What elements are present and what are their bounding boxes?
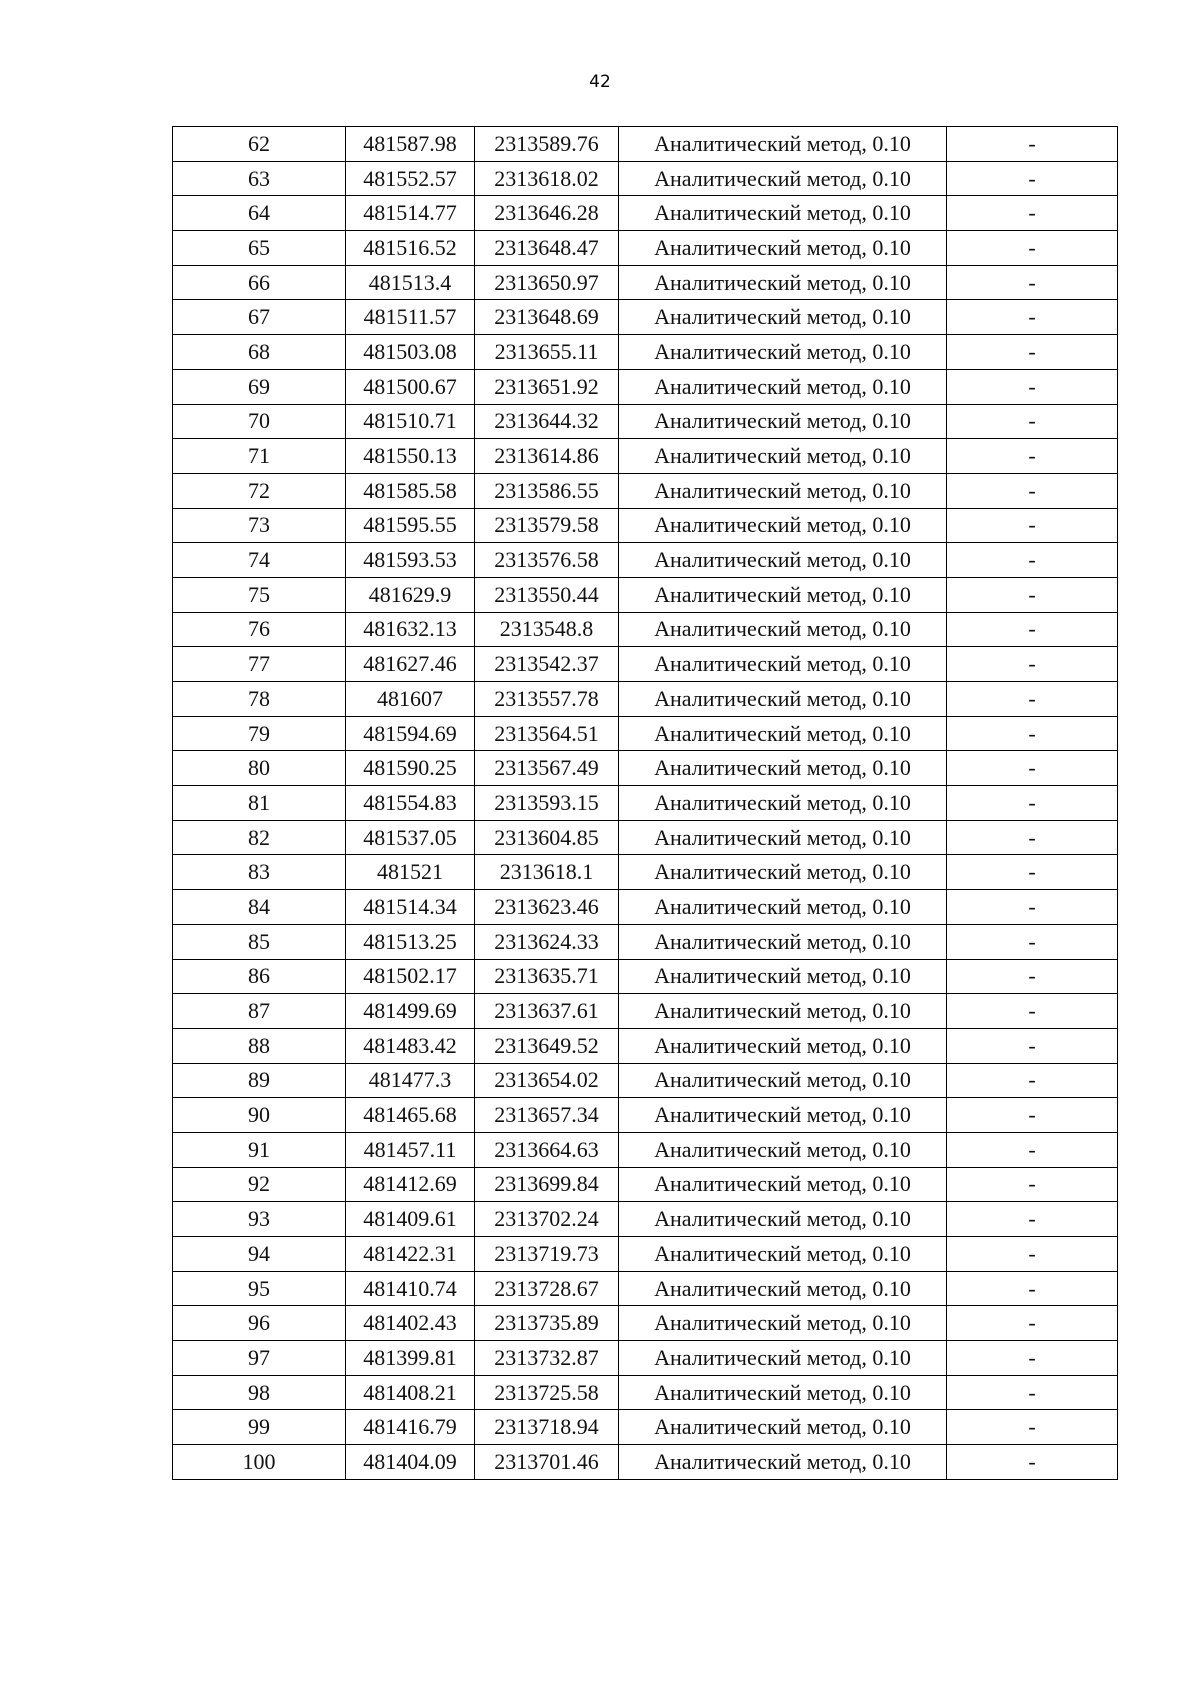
note-cell: - xyxy=(947,1202,1118,1237)
method-cell: Аналитический метод, 0.10 xyxy=(619,1271,947,1306)
point-number-cell: 76 xyxy=(173,612,346,647)
point-number-cell: 93 xyxy=(173,1202,346,1237)
y-coordinate-cell: 2313725.58 xyxy=(475,1375,619,1410)
note-cell: - xyxy=(947,1063,1118,1098)
table-row xyxy=(173,231,1118,266)
y-coordinate-cell: 2313701.46 xyxy=(475,1445,619,1480)
y-coordinate-cell: 2313651.92 xyxy=(475,369,619,404)
method-cell: Аналитический метод, 0.10 xyxy=(619,543,947,578)
method-cell: Аналитический метод, 0.10 xyxy=(619,1237,947,1272)
table-row xyxy=(173,300,1118,335)
coordinates-table xyxy=(172,126,1118,1480)
point-number-cell: 83 xyxy=(173,855,346,890)
x-coordinate-cell: 481595.55 xyxy=(346,508,475,543)
x-coordinate-cell: 481554.83 xyxy=(346,786,475,821)
method-cell: Аналитический метод, 0.10 xyxy=(619,265,947,300)
note-cell: - xyxy=(947,196,1118,231)
table-row xyxy=(173,1098,1118,1133)
method-cell: Аналитический метод, 0.10 xyxy=(619,1306,947,1341)
y-coordinate-cell: 2313604.85 xyxy=(475,820,619,855)
method-cell: Аналитический метод, 0.10 xyxy=(619,820,947,855)
note-cell: - xyxy=(947,716,1118,751)
method-cell: Аналитический метод, 0.10 xyxy=(619,196,947,231)
note-cell: - xyxy=(947,439,1118,474)
method-cell: Аналитический метод, 0.10 xyxy=(619,1445,947,1480)
x-coordinate-cell: 481416.79 xyxy=(346,1410,475,1445)
method-cell: Аналитический метод, 0.10 xyxy=(619,1410,947,1445)
y-coordinate-cell: 2313624.33 xyxy=(475,924,619,959)
note-cell: - xyxy=(947,508,1118,543)
point-number-cell: 77 xyxy=(173,647,346,682)
x-coordinate-cell: 481422.31 xyxy=(346,1237,475,1272)
note-cell: - xyxy=(947,1098,1118,1133)
y-coordinate-cell: 2313728.67 xyxy=(475,1271,619,1306)
y-coordinate-cell: 2313576.58 xyxy=(475,543,619,578)
method-cell: Аналитический метод, 0.10 xyxy=(619,335,947,370)
point-number-cell: 74 xyxy=(173,543,346,578)
note-cell: - xyxy=(947,786,1118,821)
y-coordinate-cell: 2313567.49 xyxy=(475,751,619,786)
y-coordinate-cell: 2313564.51 xyxy=(475,716,619,751)
y-coordinate-cell: 2313702.24 xyxy=(475,1202,619,1237)
table-row xyxy=(173,404,1118,439)
point-number-cell: 96 xyxy=(173,1306,346,1341)
table-row xyxy=(173,1445,1118,1480)
point-number-cell: 85 xyxy=(173,924,346,959)
table-row xyxy=(173,543,1118,578)
y-coordinate-cell: 2313623.46 xyxy=(475,890,619,925)
method-cell: Аналитический метод, 0.10 xyxy=(619,751,947,786)
y-coordinate-cell: 2313657.34 xyxy=(475,1098,619,1133)
table-row xyxy=(173,196,1118,231)
point-number-cell: 65 xyxy=(173,231,346,266)
table-row xyxy=(173,577,1118,612)
table-row xyxy=(173,1271,1118,1306)
point-number-cell: 84 xyxy=(173,890,346,925)
note-cell: - xyxy=(947,161,1118,196)
x-coordinate-cell: 481514.34 xyxy=(346,890,475,925)
y-coordinate-cell: 2313614.86 xyxy=(475,439,619,474)
point-number-cell: 89 xyxy=(173,1063,346,1098)
method-cell: Аналитический метод, 0.10 xyxy=(619,1098,947,1133)
point-number-cell: 80 xyxy=(173,751,346,786)
note-cell: - xyxy=(947,855,1118,890)
point-number-cell: 88 xyxy=(173,1028,346,1063)
note-cell: - xyxy=(947,231,1118,266)
table-row xyxy=(173,924,1118,959)
y-coordinate-cell: 2313542.37 xyxy=(475,647,619,682)
x-coordinate-cell: 481552.57 xyxy=(346,161,475,196)
table-row xyxy=(173,1410,1118,1445)
y-coordinate-cell: 2313718.94 xyxy=(475,1410,619,1445)
method-cell: Аналитический метод, 0.10 xyxy=(619,716,947,751)
note-cell: - xyxy=(947,751,1118,786)
y-coordinate-cell: 2313646.28 xyxy=(475,196,619,231)
point-number-cell: 71 xyxy=(173,439,346,474)
x-coordinate-cell: 481513.4 xyxy=(346,265,475,300)
point-number-cell: 94 xyxy=(173,1237,346,1272)
method-cell: Аналитический метод, 0.10 xyxy=(619,1202,947,1237)
x-coordinate-cell: 481516.52 xyxy=(346,231,475,266)
note-cell: - xyxy=(947,647,1118,682)
x-coordinate-cell: 481503.08 xyxy=(346,335,475,370)
note-cell: - xyxy=(947,265,1118,300)
table-row xyxy=(173,647,1118,682)
point-number-cell: 97 xyxy=(173,1341,346,1376)
point-number-cell: 73 xyxy=(173,508,346,543)
x-coordinate-cell: 481410.74 xyxy=(346,1271,475,1306)
y-coordinate-cell: 2313593.15 xyxy=(475,786,619,821)
note-cell: - xyxy=(947,1271,1118,1306)
method-cell: Аналитический метод, 0.10 xyxy=(619,439,947,474)
method-cell: Аналитический метод, 0.10 xyxy=(619,161,947,196)
table-row xyxy=(173,1306,1118,1341)
note-cell: - xyxy=(947,404,1118,439)
table-row xyxy=(173,855,1118,890)
method-cell: Аналитический метод, 0.10 xyxy=(619,577,947,612)
y-coordinate-cell: 2313618.1 xyxy=(475,855,619,890)
note-cell: - xyxy=(947,543,1118,578)
table-row xyxy=(173,1341,1118,1376)
point-number-cell: 95 xyxy=(173,1271,346,1306)
y-coordinate-cell: 2313719.73 xyxy=(475,1237,619,1272)
table-row xyxy=(173,612,1118,647)
x-coordinate-cell: 481594.69 xyxy=(346,716,475,751)
method-cell: Аналитический метод, 0.10 xyxy=(619,994,947,1029)
method-cell: Аналитический метод, 0.10 xyxy=(619,647,947,682)
note-cell: - xyxy=(947,335,1118,370)
y-coordinate-cell: 2313548.8 xyxy=(475,612,619,647)
table-row xyxy=(173,786,1118,821)
method-cell: Аналитический метод, 0.10 xyxy=(619,1132,947,1167)
table-row xyxy=(173,1167,1118,1202)
y-coordinate-cell: 2313550.44 xyxy=(475,577,619,612)
x-coordinate-cell: 481627.46 xyxy=(346,647,475,682)
point-number-cell: 66 xyxy=(173,265,346,300)
x-coordinate-cell: 481465.68 xyxy=(346,1098,475,1133)
method-cell: Аналитический метод, 0.10 xyxy=(619,924,947,959)
x-coordinate-cell: 481537.05 xyxy=(346,820,475,855)
table-row xyxy=(173,1063,1118,1098)
y-coordinate-cell: 2313644.32 xyxy=(475,404,619,439)
method-cell: Аналитический метод, 0.10 xyxy=(619,959,947,994)
y-coordinate-cell: 2313557.78 xyxy=(475,682,619,717)
table-row xyxy=(173,1132,1118,1167)
x-coordinate-cell: 481511.57 xyxy=(346,300,475,335)
method-cell: Аналитический метод, 0.10 xyxy=(619,127,947,162)
method-cell: Аналитический метод, 0.10 xyxy=(619,1375,947,1410)
y-coordinate-cell: 2313579.58 xyxy=(475,508,619,543)
method-cell: Аналитический метод, 0.10 xyxy=(619,786,947,821)
table-row xyxy=(173,994,1118,1029)
method-cell: Аналитический метод, 0.10 xyxy=(619,300,947,335)
x-coordinate-cell: 481514.77 xyxy=(346,196,475,231)
table-row xyxy=(173,959,1118,994)
note-cell: - xyxy=(947,682,1118,717)
method-cell: Аналитический метод, 0.10 xyxy=(619,855,947,890)
x-coordinate-cell: 481550.13 xyxy=(346,439,475,474)
method-cell: Аналитический метод, 0.10 xyxy=(619,231,947,266)
coordinates-table-body xyxy=(173,127,1118,1480)
method-cell: Аналитический метод, 0.10 xyxy=(619,369,947,404)
table-row xyxy=(173,890,1118,925)
note-cell: - xyxy=(947,369,1118,404)
point-number-cell: 87 xyxy=(173,994,346,1029)
note-cell: - xyxy=(947,1375,1118,1410)
y-coordinate-cell: 2313664.63 xyxy=(475,1132,619,1167)
method-cell: Аналитический метод, 0.10 xyxy=(619,1167,947,1202)
y-coordinate-cell: 2313618.02 xyxy=(475,161,619,196)
note-cell: - xyxy=(947,473,1118,508)
x-coordinate-cell: 481607 xyxy=(346,682,475,717)
method-cell: Аналитический метод, 0.10 xyxy=(619,1028,947,1063)
point-number-cell: 91 xyxy=(173,1132,346,1167)
y-coordinate-cell: 2313637.61 xyxy=(475,994,619,1029)
x-coordinate-cell: 481409.61 xyxy=(346,1202,475,1237)
point-number-cell: 78 xyxy=(173,682,346,717)
y-coordinate-cell: 2313654.02 xyxy=(475,1063,619,1098)
point-number-cell: 99 xyxy=(173,1410,346,1445)
point-number-cell: 62 xyxy=(173,127,346,162)
table-row xyxy=(173,716,1118,751)
table-row xyxy=(173,508,1118,543)
table-row xyxy=(173,1028,1118,1063)
x-coordinate-cell: 481399.81 xyxy=(346,1341,475,1376)
x-coordinate-cell: 481402.43 xyxy=(346,1306,475,1341)
table-row xyxy=(173,369,1118,404)
y-coordinate-cell: 2313699.84 xyxy=(475,1167,619,1202)
method-cell: Аналитический метод, 0.10 xyxy=(619,682,947,717)
point-number-cell: 63 xyxy=(173,161,346,196)
x-coordinate-cell: 481404.09 xyxy=(346,1445,475,1480)
point-number-cell: 68 xyxy=(173,335,346,370)
note-cell: - xyxy=(947,1341,1118,1376)
y-coordinate-cell: 2313650.97 xyxy=(475,265,619,300)
x-coordinate-cell: 481513.25 xyxy=(346,924,475,959)
note-cell: - xyxy=(947,1028,1118,1063)
method-cell: Аналитический метод, 0.10 xyxy=(619,1341,947,1376)
x-coordinate-cell: 481510.71 xyxy=(346,404,475,439)
table-row xyxy=(173,751,1118,786)
table-row xyxy=(173,473,1118,508)
method-cell: Аналитический метод, 0.10 xyxy=(619,1063,947,1098)
note-cell: - xyxy=(947,127,1118,162)
table-row xyxy=(173,161,1118,196)
y-coordinate-cell: 2313735.89 xyxy=(475,1306,619,1341)
x-coordinate-cell: 481502.17 xyxy=(346,959,475,994)
table-row xyxy=(173,820,1118,855)
point-number-cell: 64 xyxy=(173,196,346,231)
point-number-cell: 82 xyxy=(173,820,346,855)
note-cell: - xyxy=(947,1237,1118,1272)
note-cell: - xyxy=(947,890,1118,925)
point-number-cell: 100 xyxy=(173,1445,346,1480)
y-coordinate-cell: 2313635.71 xyxy=(475,959,619,994)
note-cell: - xyxy=(947,1167,1118,1202)
table-row xyxy=(173,335,1118,370)
note-cell: - xyxy=(947,577,1118,612)
point-number-cell: 98 xyxy=(173,1375,346,1410)
note-cell: - xyxy=(947,924,1118,959)
note-cell: - xyxy=(947,300,1118,335)
x-coordinate-cell: 481590.25 xyxy=(346,751,475,786)
table-row xyxy=(173,127,1118,162)
x-coordinate-cell: 481521 xyxy=(346,855,475,890)
x-coordinate-cell: 481632.13 xyxy=(346,612,475,647)
y-coordinate-cell: 2313648.69 xyxy=(475,300,619,335)
method-cell: Аналитический метод, 0.10 xyxy=(619,404,947,439)
x-coordinate-cell: 481477.3 xyxy=(346,1063,475,1098)
point-number-cell: 90 xyxy=(173,1098,346,1133)
x-coordinate-cell: 481412.69 xyxy=(346,1167,475,1202)
table-row xyxy=(173,1375,1118,1410)
note-cell: - xyxy=(947,1132,1118,1167)
x-coordinate-cell: 481629.9 xyxy=(346,577,475,612)
note-cell: - xyxy=(947,1445,1118,1480)
note-cell: - xyxy=(947,959,1118,994)
point-number-cell: 86 xyxy=(173,959,346,994)
point-number-cell: 79 xyxy=(173,716,346,751)
x-coordinate-cell: 481499.69 xyxy=(346,994,475,1029)
note-cell: - xyxy=(947,1306,1118,1341)
method-cell: Аналитический метод, 0.10 xyxy=(619,508,947,543)
x-coordinate-cell: 481593.53 xyxy=(346,543,475,578)
table-row xyxy=(173,439,1118,474)
point-number-cell: 75 xyxy=(173,577,346,612)
method-cell: Аналитический метод, 0.10 xyxy=(619,612,947,647)
y-coordinate-cell: 2313586.55 xyxy=(475,473,619,508)
x-coordinate-cell: 481585.58 xyxy=(346,473,475,508)
point-number-cell: 67 xyxy=(173,300,346,335)
note-cell: - xyxy=(947,1410,1118,1445)
point-number-cell: 92 xyxy=(173,1167,346,1202)
table-row xyxy=(173,265,1118,300)
note-cell: - xyxy=(947,994,1118,1029)
note-cell: - xyxy=(947,612,1118,647)
note-cell: - xyxy=(947,820,1118,855)
y-coordinate-cell: 2313655.11 xyxy=(475,335,619,370)
method-cell: Аналитический метод, 0.10 xyxy=(619,473,947,508)
point-number-cell: 81 xyxy=(173,786,346,821)
point-number-cell: 70 xyxy=(173,404,346,439)
page-number: 42 xyxy=(589,72,611,92)
point-number-cell: 72 xyxy=(173,473,346,508)
table-row xyxy=(173,682,1118,717)
table-row xyxy=(173,1237,1118,1272)
table-row xyxy=(173,1202,1118,1237)
y-coordinate-cell: 2313589.76 xyxy=(475,127,619,162)
x-coordinate-cell: 481587.98 xyxy=(346,127,475,162)
x-coordinate-cell: 481483.42 xyxy=(346,1028,475,1063)
x-coordinate-cell: 481408.21 xyxy=(346,1375,475,1410)
x-coordinate-cell: 481500.67 xyxy=(346,369,475,404)
method-cell: Аналитический метод, 0.10 xyxy=(619,890,947,925)
point-number-cell: 69 xyxy=(173,369,346,404)
y-coordinate-cell: 2313732.87 xyxy=(475,1341,619,1376)
x-coordinate-cell: 481457.11 xyxy=(346,1132,475,1167)
y-coordinate-cell: 2313649.52 xyxy=(475,1028,619,1063)
y-coordinate-cell: 2313648.47 xyxy=(475,231,619,266)
